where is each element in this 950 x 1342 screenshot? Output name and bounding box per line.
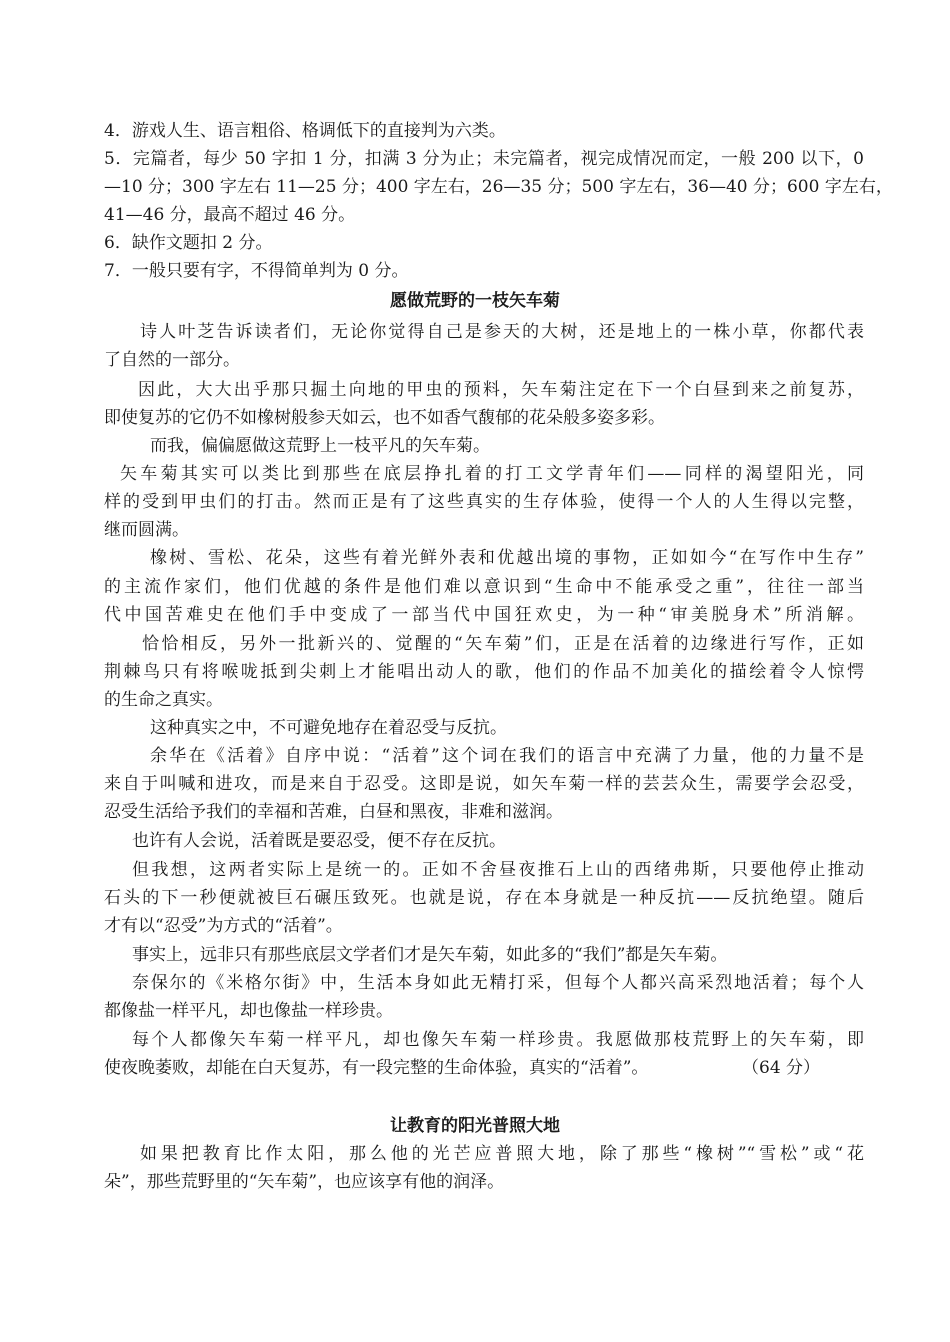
essay-1-line: 忍受生活给予我们的幸福和苦难，白昼和黑夜，非难和滋润。 xyxy=(104,802,563,822)
rule-4: 4．游戏人生、语言粗俗、格调低下的直接判为六类。 xyxy=(104,121,506,141)
essay-1-title: 愿做荒野的一枝矢车菊 xyxy=(390,291,560,311)
essay-1-line: 余华在《活着》自序中说：“活着”这个词在我们的语言中充满了力量，他的力量不是 xyxy=(150,746,864,766)
rule-5-line-1: 5．完篇者，每少 50 字扣 1 分，扣满 3 分为止；未完篇者，视完成情况而定，一般 200 以下，0 xyxy=(104,149,864,169)
essay-1-line: 矢车菊其实可以类比到那些在底层挣扎着的打工文学青年们——同样的渴望阳光，同 xyxy=(120,464,864,484)
essay-1-line: 事实上，远非只有那些底层文学者们才是矢车菊，如此多的“我们”都是矢车菊。 xyxy=(132,945,728,965)
essay-1-line: 这种真实之中，不可避免地存在着忍受与反抗。 xyxy=(150,718,507,738)
essay-1-line: 样的受到甲虫们的打击。然而正是有了这些真实的生存体验，使得一个人的人生得以完整， xyxy=(104,492,864,512)
essay-1-line: 才有以“忍受”为方式的“活着”。 xyxy=(104,916,343,936)
essay-2-line: 如果把教育比作太阳，那么他的光芒应普照大地，除了那些“橡树”“雪松”或“花 xyxy=(140,1144,864,1164)
essay-2-title: 让教育的阳光普照大地 xyxy=(390,1116,560,1136)
essay-1-score: （64 分） xyxy=(742,1058,821,1078)
essay-1-line: 代中国苦难史在他们手中变成了一部当代中国狂欢史，为一种“审美脱身术”所消解。 xyxy=(104,605,864,625)
essay-1-line: 奈保尔的《米格尔街》中，生活本身如此无精打采，但每个人都兴高采烈地活着；每个人 xyxy=(132,973,864,993)
rule-5-line-3: 41—46 分，最高不超过 46 分。 xyxy=(104,205,356,225)
essay-1-line: 但我想，这两者实际上是统一的。正如不舍昼夜推石上山的西绪弗斯，只要他停止推动 xyxy=(132,860,864,880)
essay-1-line: 恰恰相反，另外一批新兴的、觉醒的“矢车菊”们，正是在活着的边缘进行写作，正如 xyxy=(142,634,864,654)
essay-1-line: 诗人叶芝告诉读者们，无论你觉得自己是参天的大树，还是地上的一株小草，你都代表 xyxy=(140,322,864,342)
essay-1-line: 橡树、雪松、花朵，这些有着光鲜外表和优越出境的事物，正如如今“在写作中生存” xyxy=(150,548,864,568)
essay-1-line: 的生命之真实。 xyxy=(104,690,223,710)
essay-1-line: 也许有人会说，活着既是要忍受，便不存在反抗。 xyxy=(132,831,506,851)
essay-1-line: 继而圆满。 xyxy=(104,520,189,540)
essay-2-line: 朵”，那些荒野里的“矢车菊”，也应该享有他的润泽。 xyxy=(104,1172,505,1192)
essay-1-line: 石头的下一秒便就被巨石碾压致死。也就是说，存在本身就是一种反抗——反抗绝望。随后 xyxy=(104,888,864,908)
essay-1-line: 来自于叫喊和进攻，而是来自于忍受。这即是说，如矢车菊一样的芸芸众生，需要学会忍受， xyxy=(104,774,864,794)
essay-1-line: 了自然的一部分。 xyxy=(104,350,240,370)
essay-1-line: 都像盐一样平凡，却也像盐一样珍贵。 xyxy=(104,1001,393,1021)
essay-1-line: 而我，偏偏愿做这荒野上一枝平凡的矢车菊。 xyxy=(150,436,490,456)
essay-1-line: 每个人都像矢车菊一样平凡，却也像矢车菊一样珍贵。我愿做那枝荒野上的矢车菊，即 xyxy=(132,1030,864,1050)
essay-1-line: 即使复苏的它仍不如橡树般参天如云，也不如香气馥郁的花朵般多姿多彩。 xyxy=(104,408,665,428)
essay-1-line: 荆棘鸟只有将喉咙抵到尖刺上才能唱出动人的歌，他们的作品不加美化的描绘着令人惊愕 xyxy=(104,662,864,682)
rule-7: 7．一般只要有字，不得简单判为 0 分。 xyxy=(104,261,409,281)
essay-1-line: 的主流作家们，他们优越的条件是他们难以意识到“生命中不能承受之重”，往往一部当 xyxy=(104,577,864,597)
rule-5-line-2: —10 分；300 字左右 11—25 分；400 字左右，26—35 分；500 字左右，36—40 分；600 字左右， xyxy=(104,177,893,197)
essay-1-line: 使夜晚萎败，却能在白天复苏，有一段完整的生命体验，真实的“活着”。 xyxy=(104,1058,649,1078)
essay-1-line: 因此，大大出乎那只掘土向地的甲虫的预料，矢车菊注定在下一个白昼到来之前复苏， xyxy=(138,380,864,400)
rule-6: 6．缺作文题扣 2 分。 xyxy=(104,233,273,253)
